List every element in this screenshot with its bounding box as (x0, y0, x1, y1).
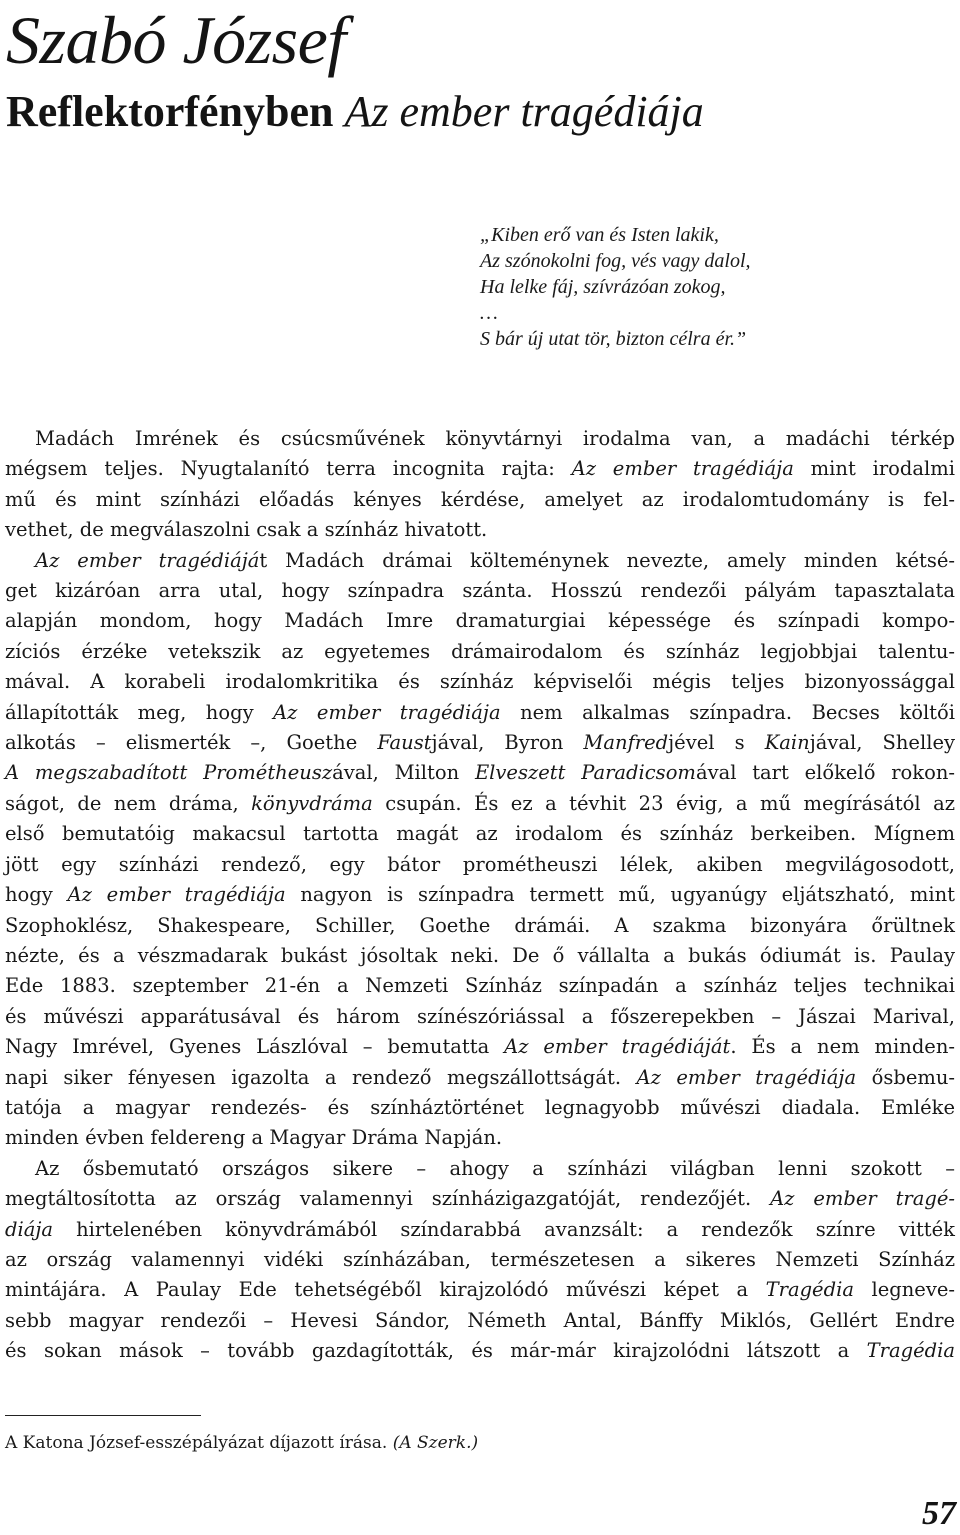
epigraph-line: S bár új utat tör, bizton célra ér.” (480, 328, 747, 350)
epigraph-line: „Kiben erő van és Isten lakik, (480, 224, 719, 246)
body-text: sebb magyar rendezői – Hevesi Sándor, Németh Antal, Bánffy Miklós, Gellért Endre (5, 1308, 955, 1332)
title-work: Az ember tragédiája (344, 87, 704, 136)
italic-title-text: Az ember tragédiája (273, 700, 501, 724)
body-text: az ország valamennyi vidéki színházában, természetesen a sikeres Nemzeti Színház (5, 1247, 955, 1271)
body-text: t Madách drámai költeménynek nevezte, amely minden kétsé- (259, 548, 955, 572)
body-text: alkotás – elismerték –, Goethe (5, 731, 378, 755)
body-line (5, 850, 955, 880)
title-prefix: Reflektorfényben (6, 87, 334, 136)
body-line (5, 1306, 955, 1336)
italic-title-text: Tragédia (765, 1278, 854, 1302)
body-line (5, 1123, 955, 1153)
article-body (5, 424, 955, 1367)
body-text: minden évben feldereng a Magyar Dráma Napján. (5, 1126, 503, 1150)
body-text: nem alkalmas színpadra. Becses költői (500, 700, 955, 724)
body-line (5, 1063, 955, 1093)
body-text: zíciós érzéke vetekszik az egyetemes drámairodalom és színház legjobbjai talentu- (5, 639, 955, 663)
body-line (5, 941, 955, 971)
body-line (5, 1336, 955, 1366)
body-text: Ede 1883. szeptember 21-én a Nemzeti Színház színpadán a színház teljes technikai (5, 974, 955, 998)
body-line (5, 1245, 955, 1275)
body-text: hogy (5, 883, 68, 907)
body-text: . És a nem minden- (730, 1035, 955, 1059)
body-line (5, 454, 955, 484)
footnote-editor-note: (A Szerk.) (392, 1433, 479, 1453)
italic-title-text: Az ember tragédiája (636, 1065, 857, 1089)
italic-title-text: könyvdráma (251, 791, 373, 815)
italic-title-text: Az ember tragédiája (67, 883, 286, 907)
body-line (5, 1002, 955, 1032)
body-text: nagyon is színpadra termett mű, ugyanúgy eljátszható, mint (285, 883, 955, 907)
body-line (5, 1032, 955, 1062)
body-text: és sokan mások – tovább gazdagították, és már-már kirajzolódni látszott a (5, 1339, 867, 1363)
body-text: csupán. És ez a tévhit 23 évig, a mű megírásától az (372, 791, 955, 815)
body-line (5, 1215, 955, 1245)
body-text: napi siker fényesen igazolta a rendező megszállottságát. (5, 1065, 637, 1089)
footnote-divider (5, 1415, 201, 1416)
body-text: első bemutatóig makacsul tartotta magát az irodalom és színház berkeiben. Mígnem (5, 822, 955, 846)
body-text: Madách Imrének és csúcsművének könyvtárnyi irodalma van, a madáchi térkép (35, 427, 955, 450)
body-line (5, 1154, 955, 1184)
body-line (5, 515, 955, 545)
author-name: Szabó József (6, 2, 346, 78)
body-text: megtáltosította az ország valamennyi színházigazgatóját, rendezőjét. (5, 1187, 771, 1211)
body-text: Nagy Imrével, Gyenes Lászlóval – bemutatta (5, 1035, 505, 1059)
body-text: ával tart előkelő rokon- (695, 761, 955, 785)
body-line (5, 637, 955, 667)
body-line (5, 576, 955, 606)
body-line (5, 728, 955, 758)
body-text: jával, Byron (431, 731, 584, 755)
body-line (5, 1093, 955, 1123)
body-text: állapították meg, hogy (5, 700, 274, 724)
italic-title-text: Az ember tragé- (770, 1187, 955, 1211)
body-line (5, 911, 955, 941)
body-text: mégsem teljes. Nyugtalanító terra incognita rajta: (5, 457, 572, 481)
body-text: tatója a magyar rendezés- és színháztörténet legnagyobb művészi diadala. Emléke (5, 1095, 955, 1119)
italic-title-text: Kain (764, 731, 810, 755)
body-text: jött egy színházi rendező, egy bátor prométheuszi lélek, akiben megvilágosodott, (5, 852, 955, 876)
italic-title-text: A megszabadított Prométheusz (5, 761, 333, 785)
body-line (5, 606, 955, 636)
epigraph-line: Az szónokolni fog, vés vagy dalol, (480, 250, 751, 272)
italic-title-text: diája (5, 1217, 54, 1241)
italic-title-text: Az ember tragédiáját (504, 1035, 731, 1059)
body-line (5, 1275, 955, 1305)
italic-title-text: Elveszett Paradicsom (474, 761, 696, 785)
footnote (5, 1431, 478, 1455)
italic-title-text: Az ember tragédiájá (35, 548, 260, 572)
body-text: ságot, de nem dráma, (5, 791, 252, 815)
body-text: Szophoklész, Shakespeare, Schiller, Goethe drámái. A szakma bizonyára őrültnek (5, 913, 955, 937)
body-text: jával, Shelley (809, 731, 955, 755)
body-text: legneve- (853, 1278, 955, 1302)
italic-title-text: Tragédia (866, 1339, 955, 1363)
body-text: ával, Milton (332, 761, 475, 785)
article-title (6, 84, 704, 140)
body-line (5, 698, 955, 728)
body-text: mű és mint színházi előadás kényes kérdése, amelyet az irodalomtudomány is fel- (5, 487, 955, 511)
body-text: mint irodalmi (793, 457, 955, 481)
body-line (5, 424, 955, 454)
body-line (5, 880, 955, 910)
body-text: mintájára. A Paulay Ede tehetségéből kirajzolódó művészi képet a (5, 1278, 766, 1302)
italic-title-text: Faust (377, 731, 432, 755)
epigraph (480, 222, 751, 352)
body-line (5, 758, 955, 788)
footnote-text: A Katona József-esszépályázat díjazott írása. (5, 1433, 393, 1453)
epigraph-line: Ha lelke fáj, szívrázóan zokog, (480, 276, 726, 298)
body-text: ősbemu- (856, 1065, 956, 1089)
body-line (5, 789, 955, 819)
body-text: alapján mondom, hogy Madách Imre dramaturgiai képessége és színpadi kompo- (5, 609, 955, 633)
body-line (5, 819, 955, 849)
italic-title-text: Manfred (583, 731, 669, 755)
body-text: nézte, és a vészmadarak bukást jósoltak neki. De ő vállalta a bukás ódiumát is. Paulay (5, 943, 955, 967)
page-number: 57 (922, 1495, 956, 1532)
body-line (5, 1184, 955, 1214)
body-text: get kizáróan arra utal, hogy színpadra szánta. Hosszú rendezői pályám tapasztalata (5, 579, 955, 603)
body-line (5, 485, 955, 515)
body-line (5, 546, 955, 576)
body-line (5, 667, 955, 697)
body-text: mával. A korabeli irodalomkritika és színház képviselői mégis teljes bizonyossággal (5, 670, 955, 694)
body-line (5, 971, 955, 1001)
body-text: jével s (668, 731, 765, 755)
body-text: és művészi apparátusával és három színészóriással a főszerepekben – Jászai Marival, (5, 1004, 955, 1028)
epigraph-line: … (480, 302, 498, 324)
body-text: hirtelenében könyvdrámából színdarabbá avanzsált: a rendezők színre vitték (53, 1217, 955, 1241)
italic-title-text: Az ember tragédiája (571, 457, 794, 481)
body-text: Az ősbemutató országos sikere – ahogy a színházi világban lenni szokott – (35, 1156, 955, 1180)
body-text: vethet, de megválaszolni csak a színház hivatott. (5, 518, 488, 542)
